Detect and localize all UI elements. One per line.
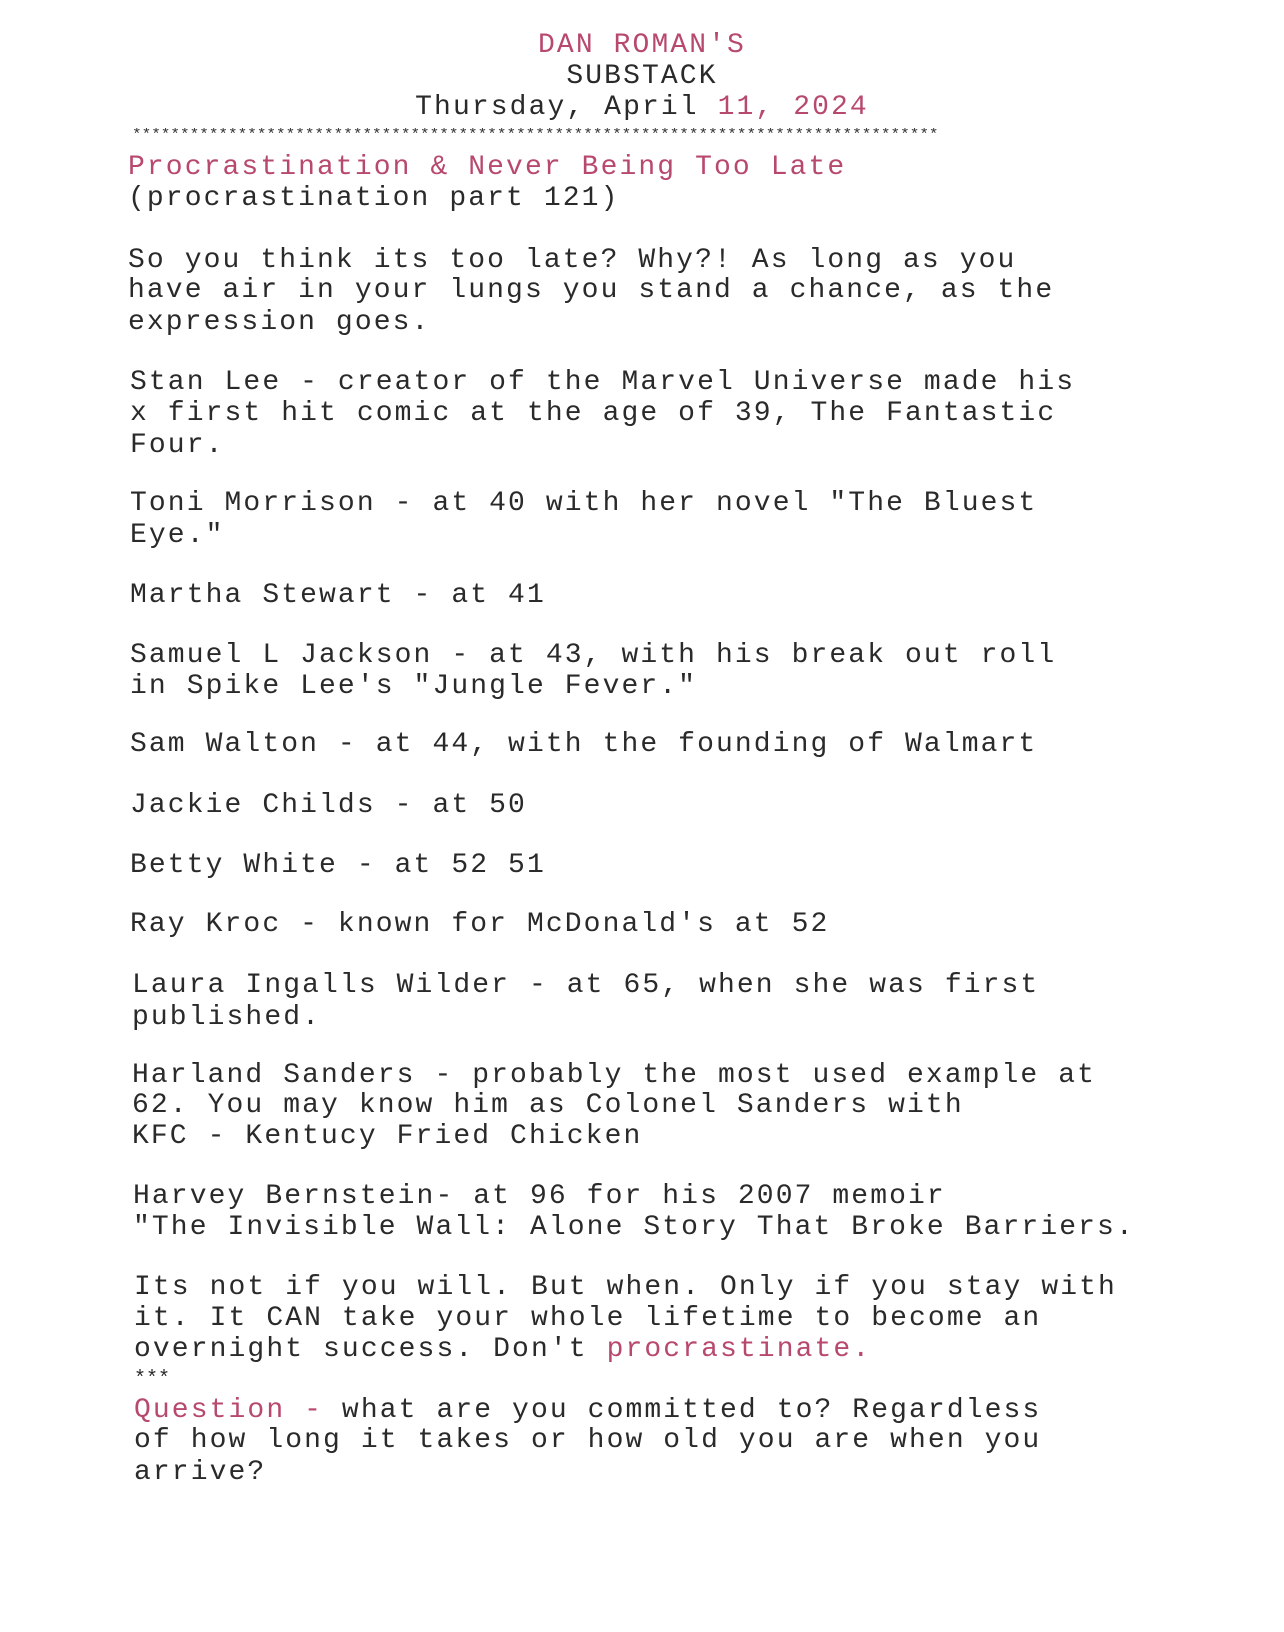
author-name: DAN ROMAN'S (538, 30, 746, 61)
example-line: in Spike Lee's "Jungle Fever." (130, 671, 698, 702)
date-highlight: 11, 2024 (717, 92, 869, 123)
example-line: Four. (130, 430, 225, 461)
intro-line: expression goes. (128, 307, 431, 338)
example-line: Harvey Bernstein- at 96 for his 2007 memoir (133, 1181, 946, 1212)
date-prefix: Thursday, April (415, 92, 718, 123)
question-text: what are you committed to? Regardless (323, 1395, 1042, 1426)
example-line: x first hit comic at the age of 39, The Fantastic (130, 398, 1057, 429)
question-line: arrive? (134, 1457, 267, 1488)
question-line: of how long it takes or how old you are when you (134, 1425, 1042, 1456)
star-separator: ************************************************************************************ (132, 128, 939, 142)
example-line: Laura Ingalls Wilder - at 65, when she was first (132, 970, 1040, 1001)
example-line: Toni Morrison - at 40 with her novel "The Bluest (130, 488, 1038, 519)
example-line: Eye." (130, 520, 225, 551)
example-line: Harland Sanders - probably the most used example at (132, 1060, 1097, 1091)
post-title: Procrastination & Never Being Too Late (128, 152, 847, 183)
example-line: 62. You may know him as Colonel Sanders with (132, 1090, 964, 1121)
example-line: Ray Kroc - known for McDonald's at 52 (130, 909, 830, 940)
example-line: Samuel L Jackson - at 43, with his break out roll (130, 640, 1057, 671)
publication-name: SUBSTACK (566, 61, 718, 92)
section-divider: *** (134, 1368, 171, 1391)
intro-line: So you think its too late? Why?! As long as you (128, 245, 1017, 276)
question-line (134, 1395, 1041, 1427)
closing-line: Its not if you will. But when. Only if you stay with (134, 1272, 1117, 1303)
post-subtitle: (procrastination part 121) (128, 183, 620, 214)
example-line: "The Invisible Wall: Alone Story That Broke Barriers. (133, 1212, 1135, 1243)
example-line: published. (132, 1002, 322, 1033)
example-line: Sam Walton - at 44, with the founding of Walmart (130, 729, 1038, 760)
example-line: Jackie Childs - at 50 (130, 790, 527, 821)
example-line: KFC - Kentucy Fried Chicken (132, 1121, 643, 1152)
example-line: Stan Lee - creator of the Marvel Universe made his (130, 367, 1076, 398)
closing-text: overnight success. Don't (134, 1334, 607, 1365)
closing-line (134, 1334, 871, 1366)
post-date (0, 92, 1284, 124)
intro-line: have air in your lungs you stand a chance, as the (128, 275, 1055, 306)
procrastinate-highlight: procrastinate. (606, 1334, 872, 1365)
question-label: Question - (134, 1395, 324, 1426)
closing-line: it. It CAN take your whole lifetime to become an (134, 1303, 1042, 1334)
example-line: Betty White - at 52 51 (130, 850, 546, 881)
example-line: Martha Stewart - at 41 (130, 580, 546, 611)
